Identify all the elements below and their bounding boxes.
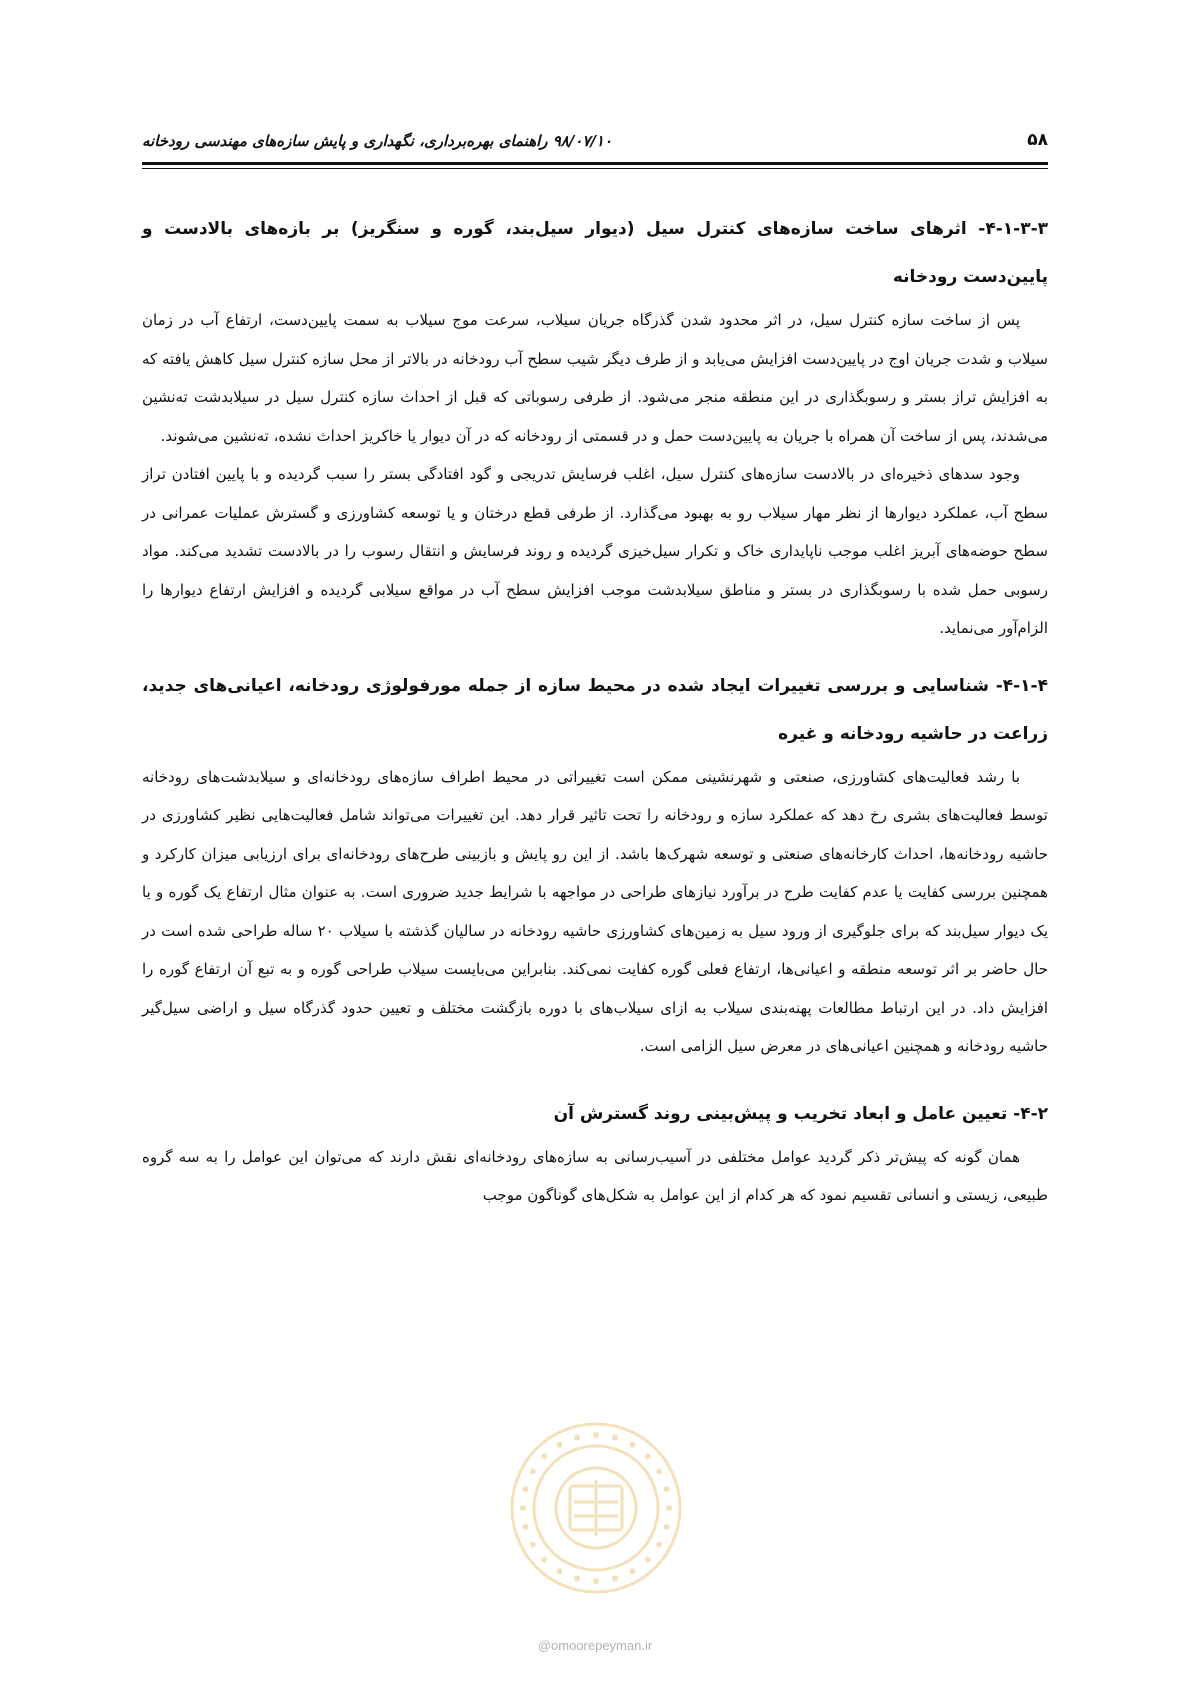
section-heading: ۴-۱-۳-۳- اثرهای ساخت سازه‌های کنترل سیل (دیوار سیل‌بند، گوره و سنگریز) بر بازه‌های بالادست و پایین‌دست رودخانه — [142, 219, 1048, 287]
header-rule-thick — [142, 162, 1048, 165]
watermark-url: @omoorepeyman.ir — [537, 1638, 653, 1653]
page-header — [142, 128, 1048, 158]
running-title: ۹۸/۰۷/۱۰ راهنمای بهره‌برداری، نگهداری و پایش سازه‌های مهندسی رودخانه — [142, 132, 613, 150]
body-paragraph: وجود سدهای ذخیره‌ای در بالادست سازه‌های کنترل سیل، اغلب فرسایش تدریجی و گود افتادگی بستر را سبب گردیده و با پایین افتادن تراز سطح آب، عملکرد دیوارها از نظر مهار سیلاب رو به بهبود می‌گذارد. از طرفی قطع درختان و یا توسعه کشاورزی و گسترش عملیات عمرانی در سطح حوضه‌های آبریز اغلب موجب ناپایداری خاک و تکرار سیل‌خیزی گردیده و روند فرسایش و انتقال رسوب را در بالادست تشدید می‌کند. مواد رسوبی حمل شده با رسوبگذاری در بستر و مناطق سیلابدشت موجب افزایش سطح آب در مواقع سیلابی گردیده و افزایش ارتفاع دیوارها را الزام‌آور می‌نماید. — [142, 465, 1048, 637]
page-body — [142, 205, 1048, 1215]
watermark-seal-icon — [508, 1420, 684, 1596]
header-rule-thin — [142, 168, 1048, 169]
section-heading: ۴-۱-۴- شناسایی و بررسی تغییرات ایجاد شده در محیط سازه از جمله مورفولوژی رودخانه، اعیانی‌های جدید، زراعت در حاشیه رودخانه و غیره — [142, 675, 1048, 744]
page-number: ۵۸ — [1027, 130, 1048, 150]
body-paragraph: با رشد فعالیت‌های کشاورزی، صنعتی و شهرنشینی ممکن است تغییراتی در محیط اطراف سازه‌های رودخانه‌ای و سیلابدشت‌های رودخانه توسط فعالیت‌های بشری رخ دهد که عملکرد سازه و رودخانه را تحت تاثیر قرار دهد. این تغییرات می‌تواند شامل فعالیت‌هایی نظیر کشاورزی در حاشیه رودخانه‌ها، احداث کارخانه‌های صنعتی و توسعه شهرک‌ها باشد. از این رو پایش و بازبینی طرح‌های رودخانه‌ای برای ارزیابی میزان کارکرد و همچنین بررسی کفایت یا عدم کفایت طرح در برآورد نیازهای طراحی در مواجهه با شرایط جدید ضروری است. به عنوان مثال ارتفاع یک گوره و یا یک دیوار سیل‌بند که برای جلوگیری از ورود سیل به زمین‌های کشاورزی حاشیه رودخانه در سالیان گذشته با سیلاب ۲۰ ساله طراحی شده است در حال حاضر بر اثر توسعه منطقه و اعیانی‌ها، ارتفاع فعلی گوره کفایت نمی‌کند. بنابراین می‌بایست سیلاب طراحی گوره و به تبع آن ارتفاع گوره را افزایش داد. در این ارتباط مطالعات پهنه‌بندی سیلاب به ازای سیلاب‌های با دوره بازگشت مختلف و تعیین حدود گذرگاه سیل و اراضی سیل‌گیر حاشیه رودخانه و همچنین اعیانی‌های در معرض سیل الزامی است. — [142, 767, 1049, 1055]
watermark-url-text: omoorepeyman.ir — [551, 1638, 653, 1653]
section-heading: ۴-۲- تعیین عامل و ابعاد تخریب و پیش‌بینی روند گسترش آن — [553, 1103, 1048, 1124]
body-paragraph: همان گونه که پیش‌تر ذکر گردید عوامل مختلفی در آسیب‌رسانی به سازه‌های رودخانه‌ای نقش دارند که می‌توان این عوامل را به سه گروه طبیعی، زیستی و انسانی تقسیم نمود که هر کدام از این عوامل به شکل‌های گوناگون موجب — [142, 1147, 1048, 1204]
body-paragraph: پس از ساخت سازه کنترل سیل، در اثر محدود شدن گذرگاه جریان سیلاب، سرعت موج سیلاب به سمت پایین‌دست، ارتفاع آب در زمان سیلاب و شدت جریان اوج در پایین‌دست افزایش می‌یابد و از طرف دیگر شیب سطح آب رودخانه در بالاتر از محل سازه کنترل سیل کاهش یافته که به افزایش تراز بستر و رسوبگذاری در این منطقه منجر می‌شود. از طرفی رسوباتی که قبل از احداث سازه کنترل سیل در سیلابدشت ته‌نشین می‌شدند، پس از ساخت آن همراه با جریان به پایین‌دست حمل و در قسمتی از رودخانه که در آن دیوار یا خاکریز احداث نشده، ته‌نشین می‌شوند. — [142, 311, 1048, 445]
